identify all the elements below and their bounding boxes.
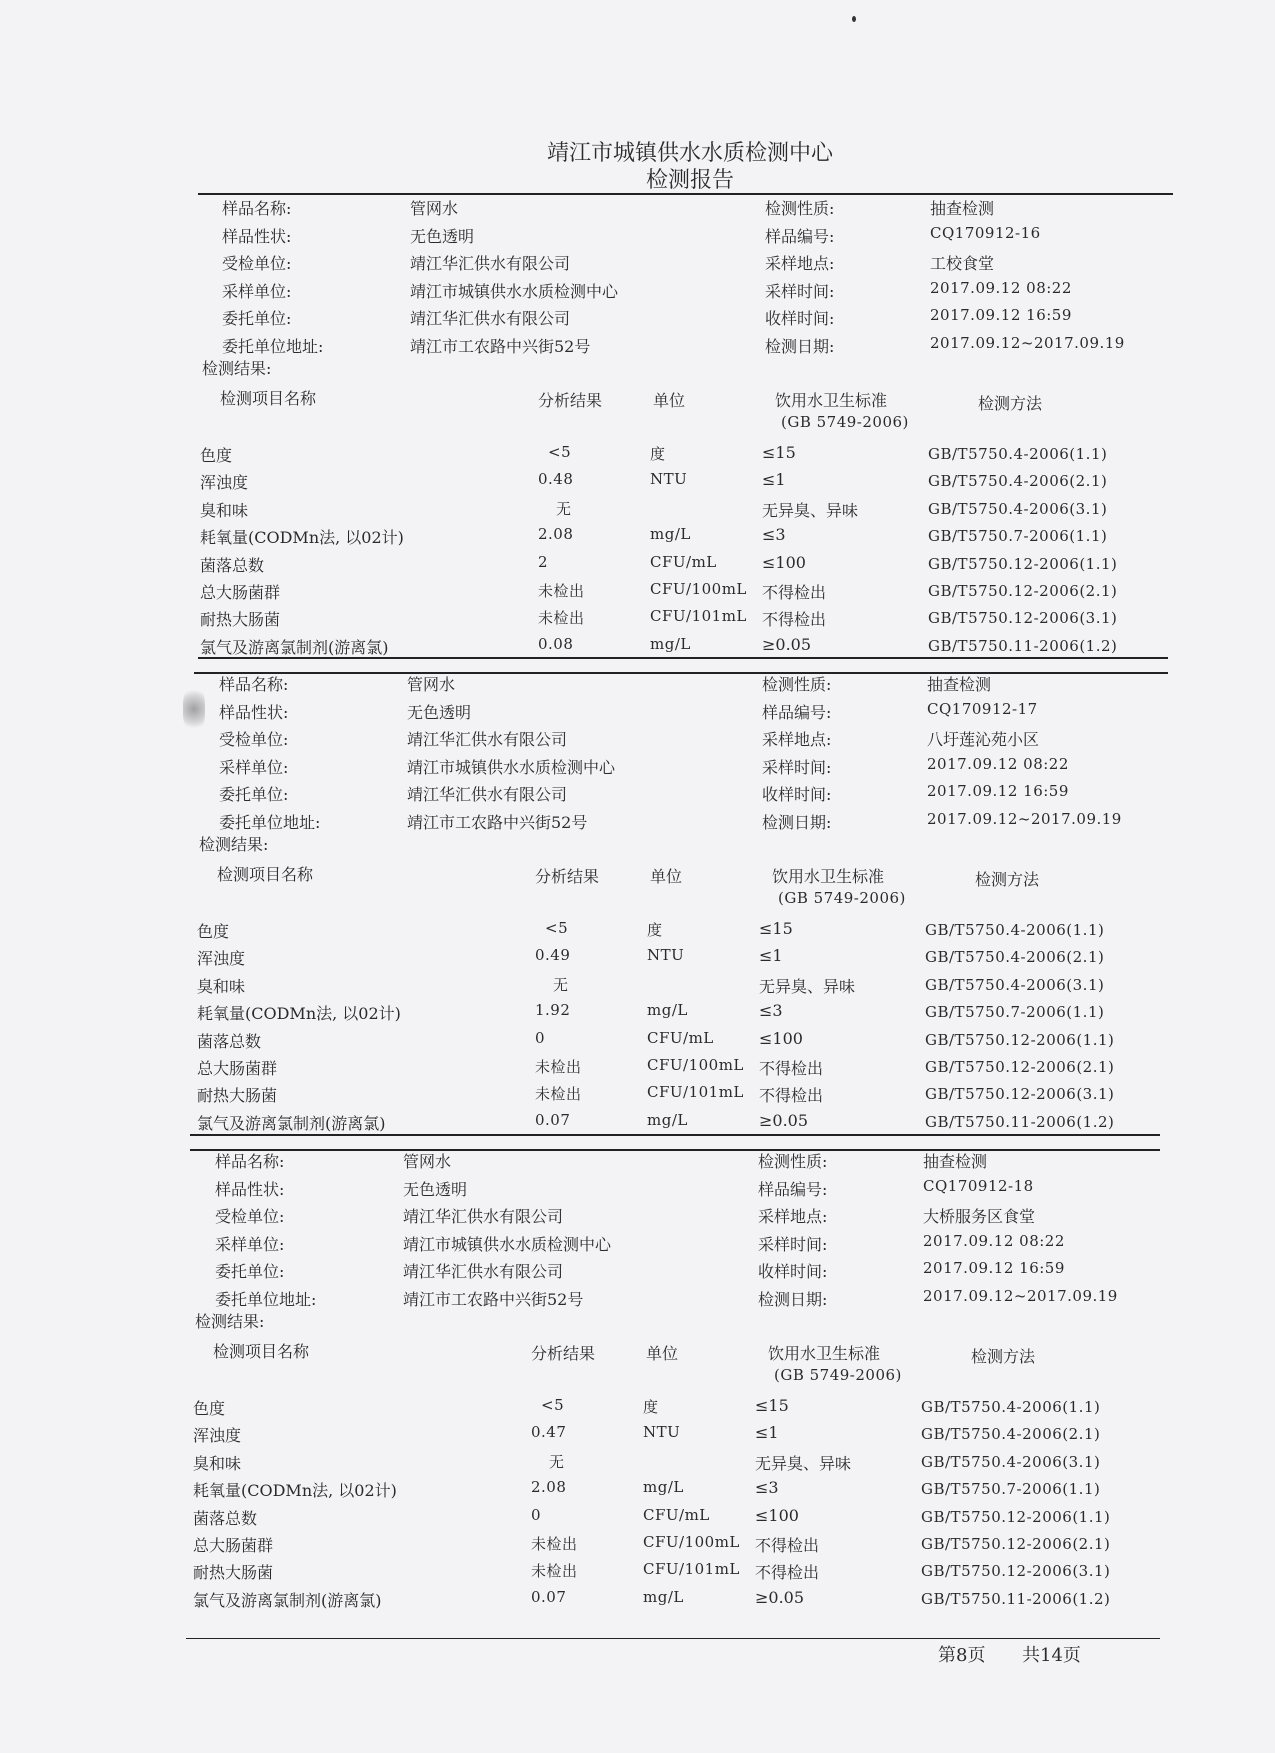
header-method: 检测方法 — [975, 870, 1040, 889]
row-item-name: 总大肠菌群 — [197, 1059, 278, 1078]
row-item-name: 耗氧量(CODMn法, 以02计) — [197, 1004, 401, 1024]
label-client-address: 委托单位地址: — [222, 336, 324, 356]
row-method: GB/T5750.7-2006(1.1) — [921, 1480, 1101, 1499]
row-unit: 度 — [643, 1398, 659, 1416]
row-method: GB/T5750.4-2006(1.1) — [921, 1398, 1101, 1416]
row-unit: mg/L — [643, 1587, 684, 1606]
row-standard: 不得检出 — [762, 610, 827, 630]
sampling-time-value: 2017.09.12 08:22 — [930, 278, 1072, 297]
label-test-nature: 检测性质: — [762, 675, 832, 694]
row-unit: CFU/101mL — [643, 1560, 740, 1579]
label-sample-number: 样品编号: — [758, 1179, 828, 1199]
test-date-value: 2017.09.12~2017.09.19 — [923, 1286, 1118, 1305]
row-standard: ≤100 — [762, 552, 806, 572]
label-sampling-unit: 采样单位: — [222, 281, 292, 301]
label-sampling-time: 采样时间: — [758, 1234, 828, 1254]
row-unit: mg/L — [650, 525, 691, 544]
row-method: GB/T5750.4-2006(3.1) — [928, 499, 1108, 518]
sample-nature-value: 无色透明 — [403, 1179, 468, 1199]
section-rule — [190, 1149, 1160, 1151]
row-standard: 不得检出 — [759, 1086, 824, 1106]
row-item-name: 臭和味 — [197, 976, 246, 996]
page-title: 靖江市城镇供水水质检测中心 — [546, 141, 833, 166]
row-method: GB/T5750.4-2006(2.1) — [921, 1425, 1101, 1444]
label-client-unit: 委托单位: — [219, 785, 289, 804]
label-inspected-unit: 受检单位: — [222, 254, 292, 273]
receive-time-value: 2017.09.12 16:59 — [923, 1259, 1065, 1277]
row-item-name: 耗氧量(CODMn法, 以02计) — [193, 1481, 397, 1501]
sample-number-value: CQ170912-17 — [927, 699, 1038, 718]
label-receive-time: 收样时间: — [758, 1262, 828, 1281]
row-method: GB/T5750.11-2006(1.2) — [921, 1589, 1111, 1608]
row-standard: ≤3 — [759, 1001, 783, 1021]
row-item-name: 色度 — [197, 922, 230, 941]
scan-smudge — [183, 686, 205, 732]
sample-nature-value: 无色透明 — [410, 226, 475, 246]
row-standard: ≤3 — [762, 525, 786, 545]
section-rule — [190, 1134, 1160, 1136]
header-result: 分析结果 — [535, 867, 600, 886]
header-standard-code: (GB 5749-2006) — [778, 889, 906, 907]
row-method: GB/T5750.4-2006(2.1) — [925, 948, 1105, 967]
label-inspected-unit: 受检单位: — [215, 1207, 285, 1226]
row-result: 2.08 — [538, 525, 574, 544]
label-sample-nature: 样品性状: — [222, 226, 292, 246]
label-sample-name: 样品名称: — [215, 1152, 285, 1171]
test-nature-value: 抽查检测 — [930, 199, 995, 218]
row-result: 未检出 — [535, 1085, 582, 1104]
sample-nature-value: 无色透明 — [407, 702, 472, 722]
row-item-name: 菌落总数 — [197, 1031, 262, 1051]
sampling-unit-value: 靖江市城镇供水水质检测中心 — [403, 1234, 612, 1254]
inspected-unit-value: 靖江华汇供水有限公司 — [410, 254, 571, 273]
row-unit: NTU — [643, 1423, 681, 1442]
row-standard: ≤1 — [762, 470, 786, 490]
row-unit: CFU/mL — [650, 552, 717, 571]
label-sampling-unit: 采样单位: — [219, 757, 289, 777]
row-standard: ≤3 — [755, 1478, 779, 1498]
row-standard: 不得检出 — [755, 1563, 820, 1583]
header-standard: 饮用水卫生标准 — [775, 391, 888, 410]
row-unit: CFU/mL — [647, 1028, 714, 1047]
header-result: 分析结果 — [538, 391, 603, 410]
row-method: GB/T5750.12-2006(2.1) — [928, 582, 1118, 600]
sampling-unit-value: 靖江市城镇供水水质检测中心 — [407, 757, 616, 777]
footer-rule — [186, 1638, 1160, 1639]
header-method: 检测方法 — [978, 394, 1043, 413]
sample-name-value: 管网水 — [403, 1152, 452, 1171]
row-method: GB/T5750.7-2006(1.1) — [928, 527, 1108, 546]
row-result: 0.47 — [531, 1423, 567, 1442]
row-item-name: 色度 — [200, 446, 233, 465]
row-standard: ≤15 — [759, 919, 793, 938]
row-item-name: 氯气及游离氯制剂(游离氯) — [200, 637, 389, 657]
row-result: 1.92 — [535, 1001, 571, 1020]
sampling-site-value: 大桥服务区食堂 — [923, 1207, 1036, 1226]
row-item-name: 氯气及游离氯制剂(游离氯) — [193, 1590, 382, 1610]
sampling-site-value: 八圩莲沁苑小区 — [927, 730, 1040, 749]
row-result: 2.08 — [531, 1478, 567, 1497]
label-sampling-time: 采样时间: — [762, 757, 832, 777]
sampling-site-value: 工校食堂 — [930, 254, 995, 273]
row-standard: ≥0.05 — [755, 1587, 805, 1607]
label-receive-time: 收样时间: — [765, 309, 835, 328]
row-method: GB/T5750.11-2006(1.2) — [925, 1112, 1115, 1131]
row-item-name: 菌落总数 — [200, 555, 265, 575]
label-test-nature: 检测性质: — [758, 1152, 828, 1171]
row-method: GB/T5750.4-2006(2.1) — [928, 472, 1108, 491]
row-result: 0.49 — [535, 946, 571, 965]
row-result: <5 — [541, 1396, 565, 1414]
row-method: GB/T5750.7-2006(1.1) — [925, 1003, 1105, 1022]
row-result: 无 — [553, 975, 569, 994]
label-sample-number: 样品编号: — [762, 702, 832, 722]
label-sampling-time: 采样时间: — [765, 281, 835, 301]
page-subtitle: 检测报告 — [645, 168, 734, 193]
header-unit: 单位 — [650, 867, 683, 886]
row-unit: CFU/101mL — [647, 1083, 744, 1102]
row-item-name: 浑浊度 — [197, 949, 246, 969]
row-standard: ≤1 — [755, 1423, 779, 1443]
label-sampling-unit: 采样单位: — [215, 1234, 285, 1254]
row-unit: mg/L — [647, 1001, 688, 1020]
row-item-name: 氯气及游离氯制剂(游离氯) — [197, 1113, 386, 1133]
row-result: 未检出 — [535, 1058, 582, 1076]
row-method: GB/T5750.12-2006(2.1) — [921, 1535, 1111, 1553]
row-unit: 度 — [650, 445, 666, 463]
row-method: GB/T5750.4-2006(3.1) — [925, 975, 1105, 994]
row-unit: CFU/100mL — [643, 1533, 740, 1551]
row-result: 0 — [535, 1028, 546, 1047]
section-rule — [198, 193, 1173, 195]
row-standard: ≤15 — [762, 443, 796, 462]
label-sample-number: 样品编号: — [765, 226, 835, 246]
label-test-date: 检测日期: — [765, 336, 835, 356]
row-unit: mg/L — [650, 634, 691, 653]
row-unit: mg/L — [647, 1110, 688, 1129]
inspected-unit-value: 靖江华汇供水有限公司 — [407, 730, 568, 749]
sample-name-value: 管网水 — [407, 675, 456, 694]
test-nature-value: 抽查检测 — [927, 675, 992, 694]
row-item-name: 耐热大肠菌 — [193, 1563, 274, 1583]
row-standard: ≥0.05 — [759, 1110, 809, 1130]
row-result: 0.07 — [531, 1587, 567, 1606]
receive-time-value: 2017.09.12 16:59 — [927, 782, 1069, 800]
sample-name-value: 管网水 — [410, 199, 459, 218]
row-result: 2 — [538, 552, 549, 571]
row-standard: 不得检出 — [762, 583, 827, 602]
row-standard: ≤100 — [759, 1028, 803, 1048]
row-unit: CFU/mL — [643, 1505, 710, 1524]
row-standard: 不得检出 — [759, 1059, 824, 1078]
sampling-unit-value: 靖江市城镇供水水质检测中心 — [410, 281, 619, 301]
row-standard: 无异臭、异味 — [762, 500, 859, 520]
row-method: GB/T5750.12-2006(3.1) — [921, 1562, 1111, 1581]
test-nature-value: 抽查检测 — [923, 1152, 988, 1171]
label-test-date: 检测日期: — [762, 812, 832, 832]
results-label: 检测结果: — [199, 835, 269, 854]
row-result: 0.07 — [535, 1110, 571, 1129]
header-standard-code: (GB 5749-2006) — [781, 413, 909, 431]
label-test-date: 检测日期: — [758, 1289, 828, 1309]
client-unit-value: 靖江华汇供水有限公司 — [407, 785, 568, 804]
row-item-name: 臭和味 — [193, 1453, 242, 1473]
receive-time-value: 2017.09.12 16:59 — [930, 306, 1072, 324]
row-result: 0.48 — [538, 470, 574, 489]
row-result: 无 — [556, 499, 572, 518]
row-unit: NTU — [647, 946, 685, 965]
client-unit-value: 靖江华汇供水有限公司 — [403, 1262, 564, 1281]
row-unit: CFU/100mL — [650, 580, 747, 598]
header-standard: 饮用水卫生标准 — [768, 1344, 881, 1363]
row-standard: ≤1 — [759, 946, 783, 966]
row-standard: 不得检出 — [755, 1536, 820, 1555]
row-result: <5 — [548, 443, 572, 461]
header-standard-code: (GB 5749-2006) — [774, 1366, 902, 1384]
row-method: GB/T5750.4-2006(1.1) — [925, 921, 1105, 939]
row-method: GB/T5750.4-2006(3.1) — [921, 1452, 1101, 1471]
label-sample-nature: 样品性状: — [219, 702, 289, 722]
label-sampling-site: 采样地点: — [762, 730, 832, 749]
row-standard: ≤100 — [755, 1505, 799, 1525]
client-address-value: 靖江市工农路中兴街52号 — [403, 1289, 584, 1309]
row-result: 0 — [531, 1505, 542, 1524]
row-item-name: 色度 — [193, 1399, 226, 1418]
row-result: 未检出 — [538, 582, 585, 600]
header-result: 分析结果 — [531, 1344, 596, 1363]
row-method: GB/T5750.11-2006(1.2) — [928, 636, 1118, 655]
sampling-time-value: 2017.09.12 08:22 — [927, 754, 1069, 773]
label-client-address: 委托单位地址: — [215, 1289, 317, 1309]
label-sample-nature: 样品性状: — [215, 1179, 285, 1199]
header-unit: 单位 — [653, 391, 686, 410]
row-item-name: 耗氧量(CODMn法, 以02计) — [200, 528, 404, 548]
header-method: 检测方法 — [971, 1347, 1036, 1366]
label-sampling-site: 采样地点: — [765, 254, 835, 273]
label-client-address: 委托单位地址: — [219, 812, 321, 832]
label-client-unit: 委托单位: — [215, 1262, 285, 1281]
test-date-value: 2017.09.12~2017.09.19 — [927, 809, 1122, 828]
row-method: GB/T5750.4-2006(1.1) — [928, 445, 1108, 463]
row-method: GB/T5750.12-2006(1.1) — [921, 1507, 1111, 1526]
test-date-value: 2017.09.12~2017.09.19 — [930, 333, 1125, 352]
results-label: 检测结果: — [202, 359, 272, 378]
header-standard: 饮用水卫生标准 — [772, 867, 885, 886]
client-unit-value: 靖江华汇供水有限公司 — [410, 309, 571, 328]
row-item-name: 浑浊度 — [200, 473, 249, 493]
row-unit: 度 — [647, 921, 663, 939]
row-method: GB/T5750.12-2006(3.1) — [928, 609, 1118, 628]
row-standard: 无异臭、异味 — [759, 976, 856, 996]
page-number: 第8页 — [938, 1645, 986, 1666]
row-item-name: 浑浊度 — [193, 1426, 242, 1446]
scan-speck — [852, 16, 856, 22]
label-sampling-site: 采样地点: — [758, 1207, 828, 1226]
section-rule — [194, 672, 1168, 674]
row-item-name: 耐热大肠菌 — [200, 610, 281, 630]
row-result: 0.08 — [538, 634, 574, 653]
label-sample-name: 样品名称: — [222, 199, 292, 218]
header-item: 检测项目名称 — [217, 865, 314, 884]
row-result: 未检出 — [538, 609, 585, 628]
sample-number-value: CQ170912-18 — [923, 1176, 1034, 1195]
label-test-nature: 检测性质: — [765, 199, 835, 218]
label-inspected-unit: 受检单位: — [219, 730, 289, 749]
sampling-time-value: 2017.09.12 08:22 — [923, 1231, 1065, 1250]
row-result: 无 — [549, 1452, 565, 1471]
row-item-name: 总大肠菌群 — [200, 583, 281, 602]
row-unit: mg/L — [643, 1478, 684, 1497]
row-unit: NTU — [650, 470, 688, 489]
row-item-name: 耐热大肠菌 — [197, 1086, 278, 1106]
row-method: GB/T5750.12-2006(1.1) — [925, 1030, 1115, 1049]
label-receive-time: 收样时间: — [762, 785, 832, 804]
sample-number-value: CQ170912-16 — [930, 223, 1041, 242]
client-address-value: 靖江市工农路中兴街52号 — [410, 336, 591, 356]
header-item: 检测项目名称 — [220, 389, 317, 408]
row-standard: ≤15 — [755, 1396, 789, 1415]
row-method: GB/T5750.12-2006(3.1) — [925, 1085, 1115, 1104]
inspected-unit-value: 靖江华汇供水有限公司 — [403, 1207, 564, 1226]
label-sample-name: 样品名称: — [219, 675, 289, 694]
row-result: 未检出 — [531, 1562, 578, 1581]
row-result: <5 — [545, 919, 569, 937]
row-standard: 无异臭、异味 — [755, 1453, 852, 1473]
row-method: GB/T5750.12-2006(2.1) — [925, 1058, 1115, 1076]
header-unit: 单位 — [646, 1344, 679, 1363]
client-address-value: 靖江市工农路中兴街52号 — [407, 812, 588, 832]
row-item-name: 臭和味 — [200, 500, 249, 520]
label-client-unit: 委托单位: — [222, 309, 292, 328]
row-item-name: 菌落总数 — [193, 1508, 258, 1528]
row-method: GB/T5750.12-2006(1.1) — [928, 554, 1118, 573]
row-unit: CFU/100mL — [647, 1056, 744, 1074]
header-item: 检测项目名称 — [213, 1342, 310, 1361]
row-item-name: 总大肠菌群 — [193, 1536, 274, 1555]
row-standard: ≥0.05 — [762, 634, 812, 654]
page-total: 共14页 — [1022, 1645, 1081, 1666]
row-unit: CFU/101mL — [650, 607, 747, 626]
results-label: 检测结果: — [195, 1312, 265, 1331]
row-result: 未检出 — [531, 1535, 578, 1553]
